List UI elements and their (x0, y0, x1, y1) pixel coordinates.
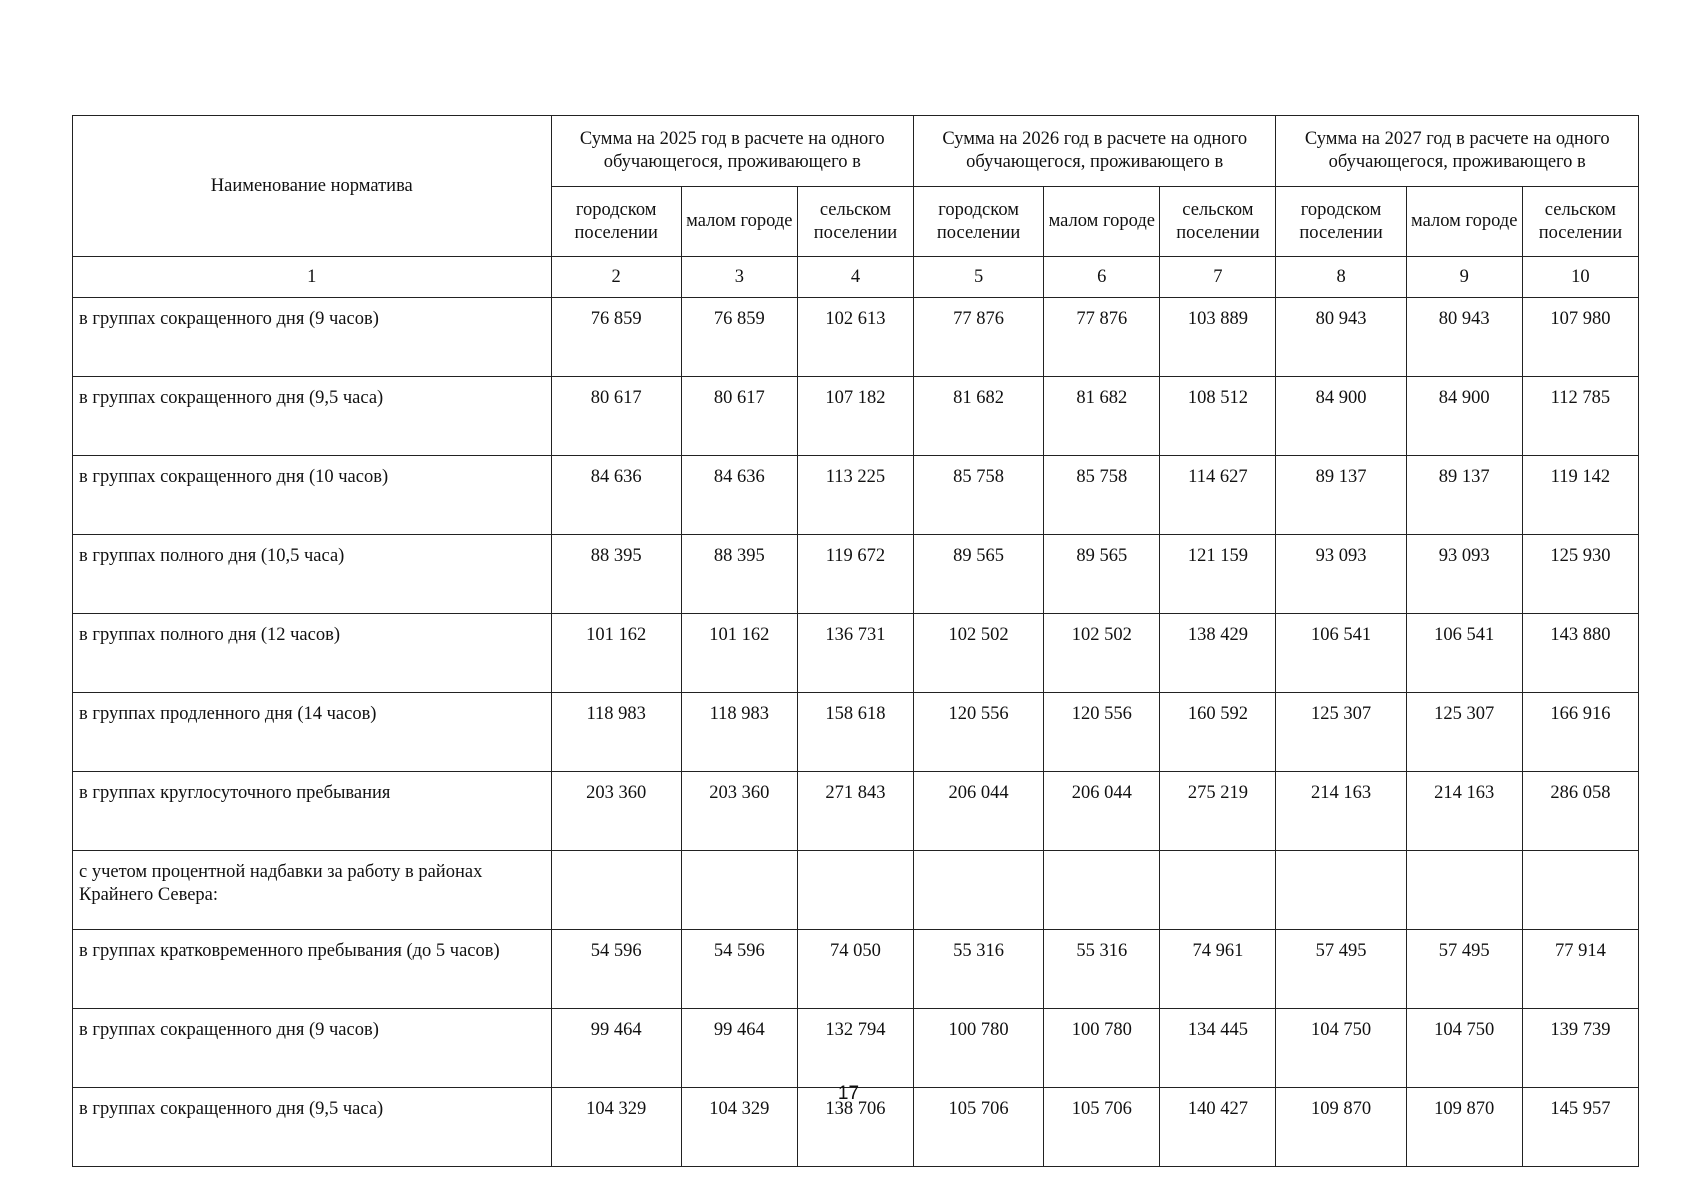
value-cell: 143 880 (1522, 614, 1638, 693)
value-cell: 81 682 (1044, 377, 1160, 456)
value-cell: 84 900 (1276, 377, 1406, 456)
value-cell: 80 617 (551, 377, 681, 456)
column-number: 2 (551, 257, 681, 298)
value-cell: 102 502 (1044, 614, 1160, 693)
value-cell: 89 137 (1276, 456, 1406, 535)
value-cell: 104 329 (681, 1088, 797, 1167)
value-cell: 114 627 (1160, 456, 1276, 535)
value-cell: 85 758 (914, 456, 1044, 535)
column-number: 1 (73, 257, 552, 298)
value-cell: 121 159 (1160, 535, 1276, 614)
subheader-2027-urban: городском поселении (1276, 187, 1406, 257)
table-row (73, 851, 1639, 930)
value-cell (681, 851, 797, 930)
subheader-2025-rural: сельском поселении (797, 187, 913, 257)
value-cell: 84 636 (681, 456, 797, 535)
table-row (73, 1009, 1639, 1088)
value-cell: 109 870 (1406, 1088, 1522, 1167)
value-cell: 77 914 (1522, 930, 1638, 1009)
subheader-2027-rural: сельском поселении (1522, 187, 1638, 257)
value-cell: 74 050 (797, 930, 913, 1009)
value-cell: 104 750 (1406, 1009, 1522, 1088)
value-cell: 109 870 (1276, 1088, 1406, 1167)
value-cell: 140 427 (1160, 1088, 1276, 1167)
value-cell: 138 429 (1160, 614, 1276, 693)
subheader-2025-small-town: малом городе (681, 187, 797, 257)
group-header-2025: Сумма на 2025 год в расчете на одного обучающегося, проживающего в (551, 116, 913, 187)
row-name-cell: в группах сокращенного дня (10 часов) (73, 456, 552, 535)
value-cell: 125 307 (1276, 693, 1406, 772)
subheader-2025-urban: городском поселении (551, 187, 681, 257)
value-cell: 136 731 (797, 614, 913, 693)
value-cell: 105 706 (914, 1088, 1044, 1167)
table-row (73, 614, 1639, 693)
value-cell: 99 464 (551, 1009, 681, 1088)
norms-table (72, 115, 1639, 1167)
value-cell: 119 142 (1522, 456, 1638, 535)
value-cell: 81 682 (914, 377, 1044, 456)
value-cell: 107 182 (797, 377, 913, 456)
value-cell: 214 163 (1406, 772, 1522, 851)
value-cell: 76 859 (551, 298, 681, 377)
value-cell: 93 093 (1276, 535, 1406, 614)
value-cell: 118 983 (551, 693, 681, 772)
value-cell: 203 360 (681, 772, 797, 851)
value-cell: 138 706 (797, 1088, 913, 1167)
value-cell: 206 044 (1044, 772, 1160, 851)
name-column-header: Наименование норматива (73, 116, 552, 257)
value-cell: 76 859 (681, 298, 797, 377)
value-cell (797, 851, 913, 930)
value-cell: 132 794 (797, 1009, 913, 1088)
value-cell (1406, 851, 1522, 930)
value-cell: 84 636 (551, 456, 681, 535)
value-cell: 166 916 (1522, 693, 1638, 772)
value-cell: 120 556 (914, 693, 1044, 772)
value-cell: 102 502 (914, 614, 1044, 693)
row-name-cell: с учетом процентной надбавки за работу в районах Крайнего Севера: (73, 851, 552, 930)
value-cell: 118 983 (681, 693, 797, 772)
page-number: 17 (837, 1083, 860, 1104)
column-number: 4 (797, 257, 913, 298)
column-number: 10 (1522, 257, 1638, 298)
value-cell: 134 445 (1160, 1009, 1276, 1088)
table-row (73, 535, 1639, 614)
value-cell: 271 843 (797, 772, 913, 851)
value-cell: 125 930 (1522, 535, 1638, 614)
row-name-cell: в группах сокращенного дня (9,5 часа) (73, 377, 552, 456)
value-cell: 113 225 (797, 456, 913, 535)
value-cell: 100 780 (914, 1009, 1044, 1088)
value-cell: 54 596 (551, 930, 681, 1009)
value-cell: 99 464 (681, 1009, 797, 1088)
value-cell (1044, 851, 1160, 930)
column-number: 5 (914, 257, 1044, 298)
value-cell: 103 889 (1160, 298, 1276, 377)
value-cell (914, 851, 1044, 930)
subheader-2026-urban: городском поселении (914, 187, 1044, 257)
value-cell: 80 943 (1406, 298, 1522, 377)
value-cell: 286 058 (1522, 772, 1638, 851)
value-cell: 107 980 (1522, 298, 1638, 377)
column-number: 9 (1406, 257, 1522, 298)
value-cell: 80 943 (1276, 298, 1406, 377)
value-cell: 120 556 (1044, 693, 1160, 772)
header-row-groups (73, 116, 1639, 187)
value-cell: 206 044 (914, 772, 1044, 851)
table-row (73, 772, 1639, 851)
value-cell: 203 360 (551, 772, 681, 851)
table-row (73, 930, 1639, 1009)
value-cell: 89 565 (1044, 535, 1160, 614)
column-number-row (73, 257, 1639, 298)
column-number: 3 (681, 257, 797, 298)
row-name-cell: в группах сокращенного дня (9 часов) (73, 298, 552, 377)
table-row (73, 377, 1639, 456)
row-name-cell: в группах продленного дня (14 часов) (73, 693, 552, 772)
value-cell (551, 851, 681, 930)
value-cell: 84 900 (1406, 377, 1522, 456)
group-header-2026: Сумма на 2026 год в расчете на одного обучающегося, проживающего в (914, 116, 1276, 187)
table-row (73, 298, 1639, 377)
value-cell: 77 876 (1044, 298, 1160, 377)
subheader-2026-small-town: малом городе (1044, 187, 1160, 257)
value-cell: 89 137 (1406, 456, 1522, 535)
value-cell: 57 495 (1276, 930, 1406, 1009)
column-number: 6 (1044, 257, 1160, 298)
value-cell: 108 512 (1160, 377, 1276, 456)
subheader-2026-rural: сельском поселении (1160, 187, 1276, 257)
value-cell: 119 672 (797, 535, 913, 614)
value-cell: 88 395 (681, 535, 797, 614)
row-name-cell: в группах кратковременного пребывания (до 5 часов) (73, 930, 552, 1009)
value-cell: 89 565 (914, 535, 1044, 614)
row-name-cell: в группах круглосуточного пребывания (73, 772, 552, 851)
value-cell: 125 307 (1406, 693, 1522, 772)
value-cell: 145 957 (1522, 1088, 1638, 1167)
value-cell (1160, 851, 1276, 930)
table-row (73, 456, 1639, 535)
value-cell: 101 162 (681, 614, 797, 693)
table-body (73, 298, 1639, 1167)
column-number: 7 (1160, 257, 1276, 298)
value-cell: 57 495 (1406, 930, 1522, 1009)
value-cell: 100 780 (1044, 1009, 1160, 1088)
value-cell: 214 163 (1276, 772, 1406, 851)
value-cell: 104 329 (551, 1088, 681, 1167)
value-cell: 74 961 (1160, 930, 1276, 1009)
value-cell: 160 592 (1160, 693, 1276, 772)
value-cell: 88 395 (551, 535, 681, 614)
table-row (73, 693, 1639, 772)
value-cell: 106 541 (1406, 614, 1522, 693)
value-cell: 55 316 (914, 930, 1044, 1009)
row-name-cell: в группах сокращенного дня (9 часов) (73, 1009, 552, 1088)
value-cell (1276, 851, 1406, 930)
value-cell: 102 613 (797, 298, 913, 377)
row-name-cell: в группах полного дня (10,5 часа) (73, 535, 552, 614)
row-name-cell: в группах сокращенного дня (9,5 часа) (73, 1088, 552, 1167)
column-number: 8 (1276, 257, 1406, 298)
subheader-2027-small-town: малом городе (1406, 187, 1522, 257)
value-cell: 112 785 (1522, 377, 1638, 456)
value-cell: 80 617 (681, 377, 797, 456)
group-header-2027: Сумма на 2027 год в расчете на одного обучающегося, проживающего в (1276, 116, 1639, 187)
value-cell: 54 596 (681, 930, 797, 1009)
value-cell: 104 750 (1276, 1009, 1406, 1088)
value-cell: 275 219 (1160, 772, 1276, 851)
value-cell (1522, 851, 1638, 930)
value-cell: 77 876 (914, 298, 1044, 377)
value-cell: 139 739 (1522, 1009, 1638, 1088)
value-cell: 158 618 (797, 693, 913, 772)
value-cell: 93 093 (1406, 535, 1522, 614)
value-cell: 105 706 (1044, 1088, 1160, 1167)
value-cell: 55 316 (1044, 930, 1160, 1009)
row-name-cell: в группах полного дня (12 часов) (73, 614, 552, 693)
value-cell: 101 162 (551, 614, 681, 693)
value-cell: 85 758 (1044, 456, 1160, 535)
value-cell: 106 541 (1276, 614, 1406, 693)
